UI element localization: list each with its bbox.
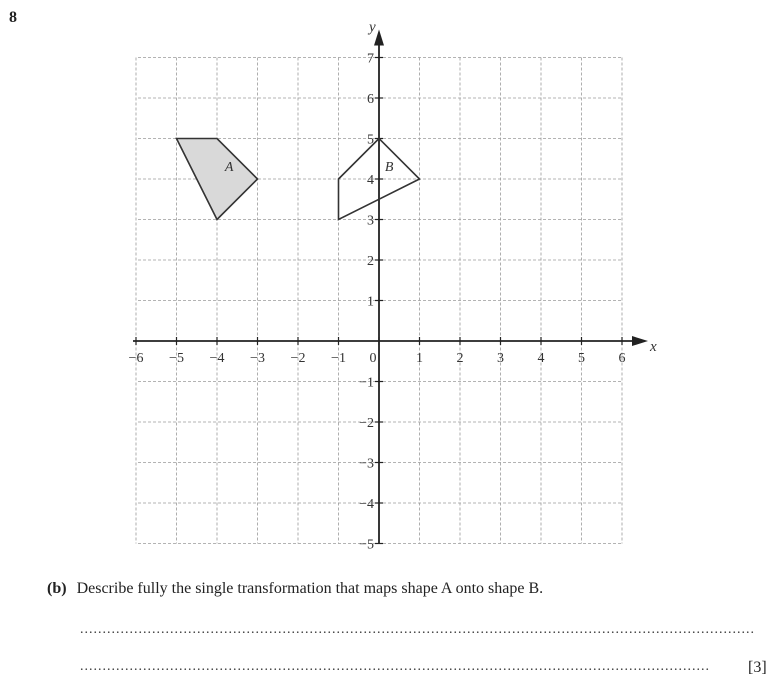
answer-line-2[interactable]: ............................................................................................................................................ — [80, 659, 710, 674]
y-tick-label: 3 — [367, 213, 374, 229]
x-tick-label: 1 — [416, 351, 423, 366]
x-tick-label: −3 — [250, 351, 265, 366]
y-axis-label: y — [369, 19, 376, 36]
question-number: 8 — [9, 9, 17, 26]
tick-labels — [129, 52, 626, 553]
x-tick-label: 6 — [618, 351, 626, 366]
x-tick-label: −1 — [331, 351, 346, 366]
shape-label-b: B — [384, 159, 394, 175]
x-tick-label: −6 — [128, 351, 144, 366]
y-tick-label: 5 — [367, 132, 374, 148]
y-tick-label: −3 — [359, 456, 374, 472]
x-tick-label: 4 — [537, 351, 545, 366]
shape-label-a: A — [224, 159, 234, 175]
y-tick-label: 1 — [367, 294, 374, 310]
part-text: Describe fully the single transformation that maps shape A onto shape B. — [76, 580, 544, 597]
y-tick-label: −1 — [359, 375, 374, 391]
y-tick-label: 2 — [367, 254, 374, 269]
x-tick-label: −5 — [169, 351, 184, 366]
y-tick-label: 6 — [367, 92, 374, 107]
y-tick-label: 7 — [367, 51, 374, 67]
marks-label: [3] — [748, 659, 767, 676]
y-tick-label: −5 — [359, 537, 374, 553]
x-tick-label: 2 — [456, 351, 464, 366]
x-axis-label: x — [650, 339, 657, 355]
y-tick-label: −4 — [359, 497, 374, 512]
question-part-b — [47, 580, 543, 598]
x-tick-label: 5 — [578, 351, 585, 366]
part-label: (b) — [47, 580, 67, 597]
x-tick-label: 0 — [369, 351, 377, 366]
x-tick-label: −2 — [290, 351, 306, 366]
x-axis-arrow-icon — [632, 336, 648, 346]
x-tick-label: 3 — [497, 351, 504, 366]
y-tick-label: −2 — [359, 416, 374, 431]
y-tick-label: 4 — [367, 173, 374, 188]
x-tick-label: −4 — [209, 351, 225, 366]
answer-line-1[interactable]: ...................................................................................................................................................... — [80, 622, 755, 637]
